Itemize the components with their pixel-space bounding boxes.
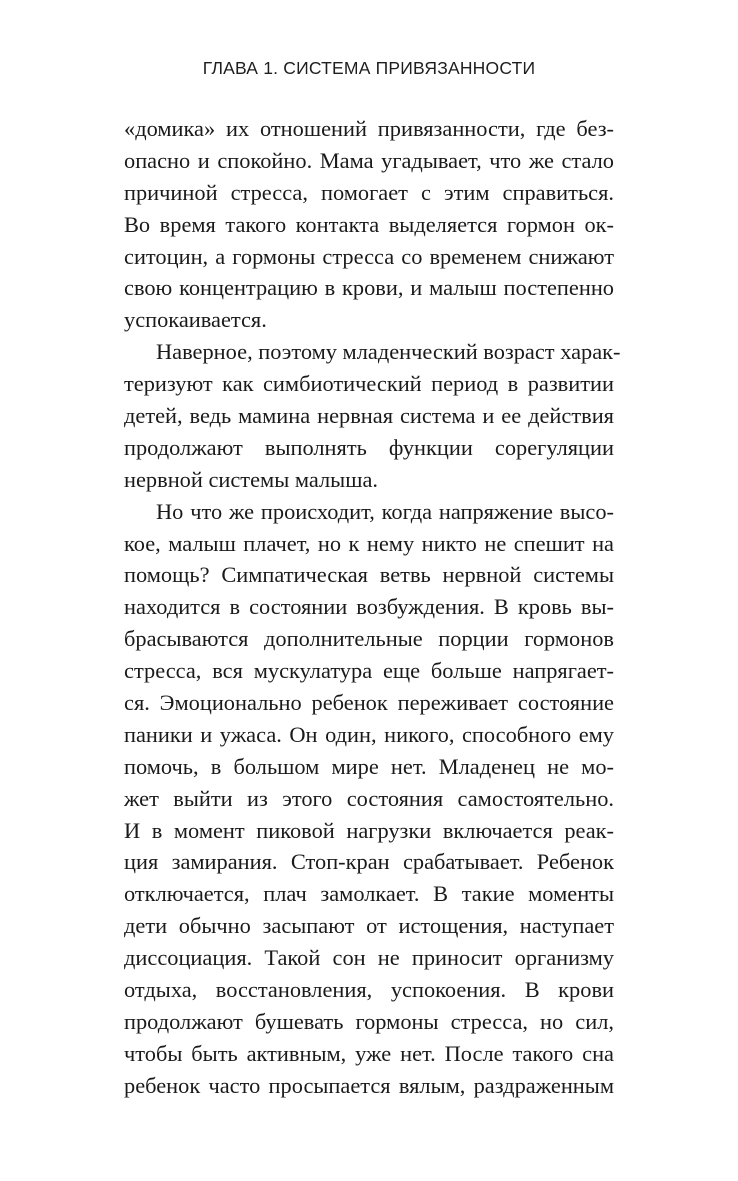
text-line: продолжают бушевать гормоны стресса, но сил, bbox=[124, 1008, 614, 1034]
paragraph-3 bbox=[124, 496, 614, 1102]
text-line: диссоциация. Такой сон не приносит организму bbox=[124, 945, 614, 971]
text-line: жет выйти из этого состояния самостоятельно. bbox=[124, 785, 614, 811]
text-line: «домика» их отношений привязанности, где без- bbox=[124, 116, 614, 141]
text-line: свою концентрацию в крови, и малыш постепенно bbox=[124, 275, 614, 301]
text-line: Но что же происходит, когда напряжение высо- bbox=[156, 498, 614, 524]
body-text bbox=[124, 113, 621, 1102]
paragraph-2 bbox=[124, 336, 621, 495]
text-line: ситоцин, а гормоны стресса со временем снижают bbox=[124, 243, 614, 269]
text-line: успокаивается. bbox=[124, 307, 267, 333]
text-line: находится в состоянии возбуждения. В кровь вы- bbox=[124, 594, 614, 620]
text-line: ция замирания. Стоп-кран срабатывает. Ребенок bbox=[124, 849, 614, 875]
text-line: отключается, плач замолкает. В такие моменты bbox=[124, 881, 614, 907]
text-line: детей, ведь мамина нервная система и ее действия bbox=[124, 403, 614, 429]
paragraph-1 bbox=[124, 113, 614, 336]
text-line: продолжают выполнять функции сорегуляции bbox=[124, 434, 614, 460]
text-line: кое, малыш плачет, но к нему никто не спешит на bbox=[124, 530, 614, 556]
text-line: ся. Эмоционально ребенок переживает состояние bbox=[124, 690, 614, 716]
text-line: причиной стресса, помогает с этим справиться. bbox=[124, 179, 614, 205]
text-line: Наверное, поэтому младенческий возраст харак- bbox=[156, 339, 621, 365]
text-line: ребенок часто просыпается вялым, раздраженным bbox=[124, 1072, 614, 1098]
text-line: брасываются дополнительные порции гормонов bbox=[124, 626, 614, 652]
text-line: чтобы быть активным, уже нет. После такого сна bbox=[124, 1040, 614, 1066]
text-line: теризуют как симбиотический период в развитии bbox=[124, 371, 614, 397]
text-line: помощь? Симпатическая ветвь нервной системы bbox=[124, 562, 614, 588]
text-line: паники и ужаса. Он один, никого, способного ему bbox=[124, 721, 614, 747]
text-line: нервной системы малыша. bbox=[124, 466, 378, 492]
text-line: помочь, в большом мире нет. Младенец не мо- bbox=[124, 753, 614, 779]
running-header: ГЛАВА 1. СИСТЕМА ПРИВЯЗАННОСТИ bbox=[202, 58, 536, 78]
text-line: опасно и спокойно. Мама угадывает, что же стало bbox=[124, 147, 614, 173]
text-line: Во время такого контакта выделяется гормон ок- bbox=[124, 211, 614, 237]
text-line: отдыха, восстановления, успокоения. В крови bbox=[124, 977, 614, 1003]
text-line: И в момент пиковой нагрузки включается реак- bbox=[124, 817, 614, 843]
text-line: дети обычно засыпают от истощения, наступает bbox=[124, 913, 614, 939]
text-line: стресса, вся мускулатура еще больше напрягает- bbox=[124, 658, 614, 684]
